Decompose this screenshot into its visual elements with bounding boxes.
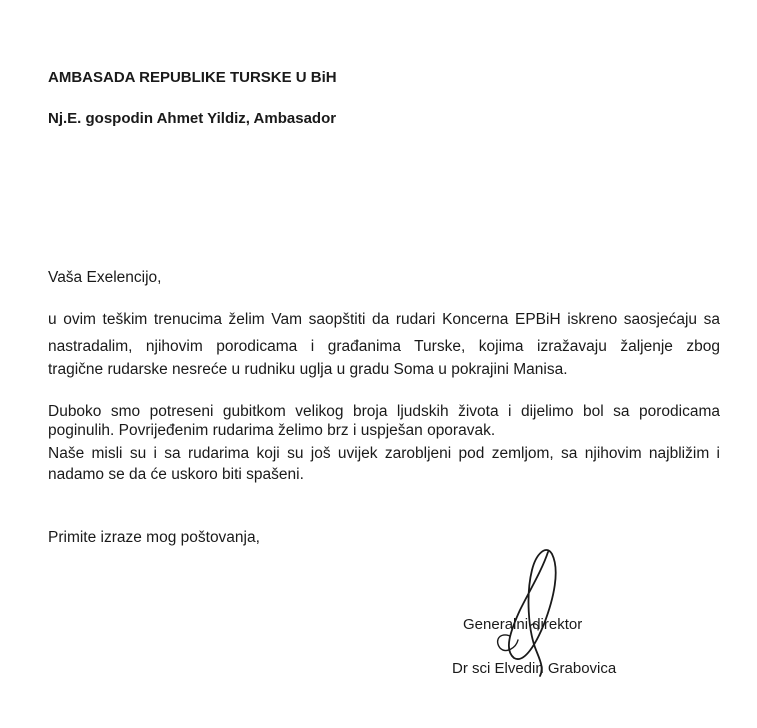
- recipient-addressee: Nj.E. gospodin Ahmet Yildiz, Ambasador: [48, 110, 337, 127]
- closing-line: Primite izraze mog poštovanja,: [48, 529, 260, 546]
- paragraph-1-line-2: nastradalim, njihovim porodicama i građanima Turske, kojima izražavaju žaljenje zbog: [48, 338, 720, 355]
- paragraph-1-line-1: u ovim teškim trenucima želim Vam saopštiti da rudari Koncerna EPBiH iskreno saosjećaju sa: [48, 311, 720, 328]
- paragraph-2-line-4: nadamo se da će uskoro biti spašeni.: [48, 466, 304, 483]
- signatory-title: Generalni direktor: [463, 616, 583, 633]
- signatory-name: Dr sci Elvedin Grabovica: [452, 660, 617, 677]
- paragraph-2-line-2: poginulih. Povrijeđenim rudarima želimo brz i uspješan oporavak.: [48, 422, 496, 439]
- salutation: Vaša Exelencijo,: [48, 269, 162, 286]
- paragraph-1-line-3: tragične rudarske nesreće u rudniku uglja u gradu Soma u pokrajini Manisa.: [48, 361, 568, 378]
- paragraph-2-line-3: Naše misli su i sa rudarima koji su još uvijek zarobljeni pod zemljom, sa njihovim najbližim i: [48, 445, 720, 462]
- recipient-organization: AMBASADA REPUBLIKE TURSKE U BiH: [48, 69, 337, 86]
- paragraph-2-line-1: Duboko smo potreseni gubitkom velikog broja ljudskih života i dijelimo bol sa porodicama: [48, 403, 720, 420]
